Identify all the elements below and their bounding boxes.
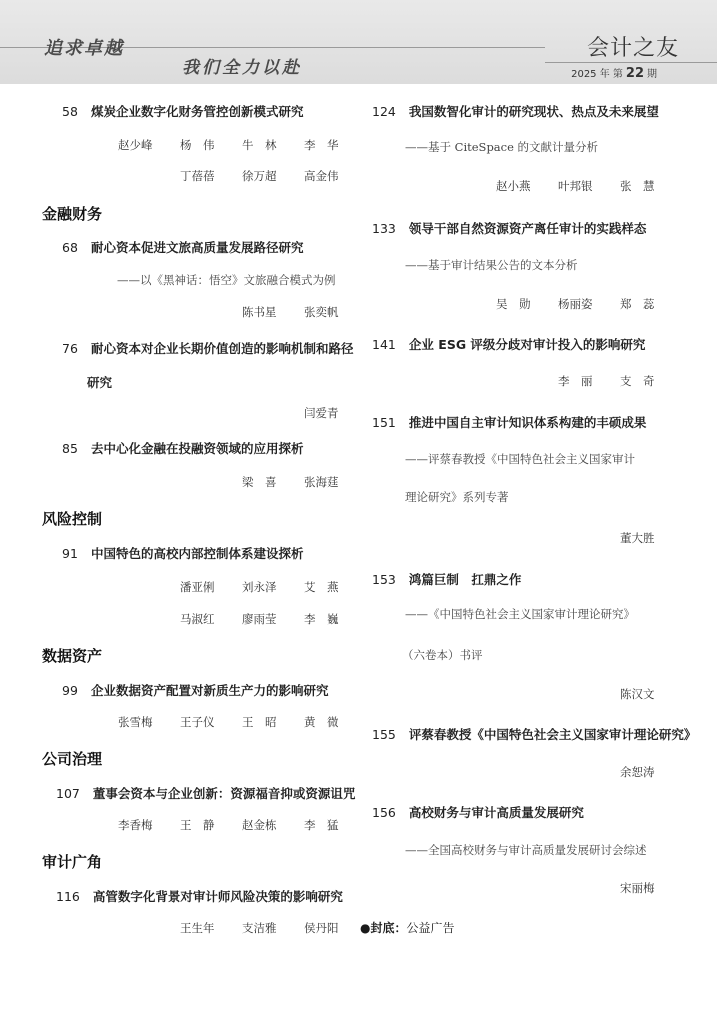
authors-58-line2: 丁蓓蓓 徐万超 高金伟 — [180, 169, 339, 183]
authors-58-line1: 赵少峰 杨 伟 牛 林 李 华 — [118, 138, 339, 152]
article-76-line2: 研究 — [87, 375, 113, 390]
article-85[interactable]: 85 去中心化金融在投融资领域的应用探析 — [62, 441, 304, 456]
slogan-2: 我们全力以赴 — [182, 58, 302, 78]
subtitle-133: ——基于审计结果公告的文本分析 — [405, 258, 578, 272]
authors-99: 张雪梅 王子仪 王 昭 黄 微 — [118, 715, 339, 729]
back-cover-note: ●封底：公益广告 — [360, 921, 455, 935]
authors-116: 王生年 支洁雅 侯丹阳 — [180, 921, 339, 935]
authors-91-line2: 马淑红 廖雨莹 李 巍 — [180, 612, 339, 626]
authors-151: 董大胜 — [620, 531, 655, 545]
issue-info: 2025 年 第 22 期 — [571, 66, 657, 81]
article-151[interactable]: 151 推进中国自主审计知识体系构建的丰硕成果 — [372, 415, 647, 430]
authors-153: 陈汉文 — [620, 687, 655, 701]
authors-85: 梁 喜 张海莛 — [242, 475, 339, 489]
authors-68: 陈书星 张奕帆 — [242, 305, 339, 319]
article-141[interactable]: 141 企业 ESG 评级分歧对审计投入的影响研究 — [372, 337, 646, 352]
authors-124: 赵小燕 叶邦银 张 慧 — [496, 179, 655, 193]
subtitle-153-line2: （六卷本）书评 — [402, 648, 483, 662]
subtitle-151-line2: 理论研究》系列专著 — [405, 490, 509, 504]
authors-76: 闫爱青 — [304, 406, 339, 420]
subtitle-68: ——以《黑神话：悟空》文旅融合模式为例 — [117, 273, 336, 287]
slogan-1: 追求卓越 — [44, 38, 124, 59]
article-124[interactable]: 124 我国数智化审计的研究现状、热点及未来展望 — [372, 104, 659, 119]
authors-156: 宋丽梅 — [620, 881, 655, 895]
article-91[interactable]: 91 中国特色的高校内部控制体系建设探析 — [62, 546, 304, 561]
section-data-assets: 数据资产 — [42, 647, 103, 665]
article-68[interactable]: 68 耐心资本促进文旅高质量发展路径研究 — [62, 240, 304, 255]
section-audit: 审计广角 — [42, 853, 103, 871]
article-156[interactable]: 156 高校财务与审计高质量发展研究 — [372, 805, 584, 820]
subtitle-156: ——全国高校财务与审计高质量发展研讨会综述 — [405, 843, 647, 857]
article-58[interactable]: 58 煤炭企业数字化财务管控创新模式研究 — [62, 104, 304, 119]
authors-141: 李 丽 支 奇 — [558, 374, 655, 388]
subtitle-151-line1: ——评蔡春教授《中国特色社会主义国家审计 — [405, 452, 635, 466]
section-governance: 公司治理 — [42, 750, 103, 768]
article-133[interactable]: 133 领导干部自然资源资产离任审计的实践样态 — [372, 221, 647, 236]
page-header — [0, 0, 717, 84]
authors-107: 李香梅 王 静 赵金栋 李 猛 — [118, 818, 339, 832]
article-99[interactable]: 99 企业数据资产配置对新质生产力的影响研究 — [62, 683, 329, 698]
article-107[interactable]: 107 董事会资本与企业创新：资源福音抑或资源诅咒 — [56, 786, 356, 801]
authors-91-line1: 潘亚俐 刘永泽 艾 燕 — [180, 580, 339, 594]
article-155[interactable]: 155 评蔡春教授《中国特色社会主义国家审计理论研究》 — [372, 727, 697, 742]
article-116[interactable]: 116 高管数字化背景对审计师风险决策的影响研究 — [56, 889, 343, 904]
article-76[interactable]: 76 耐心资本对企业长期价值创造的影响机制和路径 — [62, 341, 354, 356]
subtitle-124: ——基于 CiteSpace 的文献计量分析 — [405, 140, 599, 154]
section-risk: 风险控制 — [42, 510, 103, 528]
subtitle-153-line1: ——《中国特色社会主义国家审计理论研究》 — [405, 607, 635, 621]
journal-title: 会计之友 — [586, 36, 679, 61]
header-rule-right — [545, 62, 717, 63]
authors-155: 余恕涛 — [620, 765, 655, 779]
authors-133: 吴 勋 杨丽姿 郑 蕊 — [496, 297, 655, 311]
article-153[interactable]: 153 鸿篇巨制 扛鼎之作 — [372, 572, 522, 587]
section-finance: 金融财务 — [42, 205, 103, 223]
